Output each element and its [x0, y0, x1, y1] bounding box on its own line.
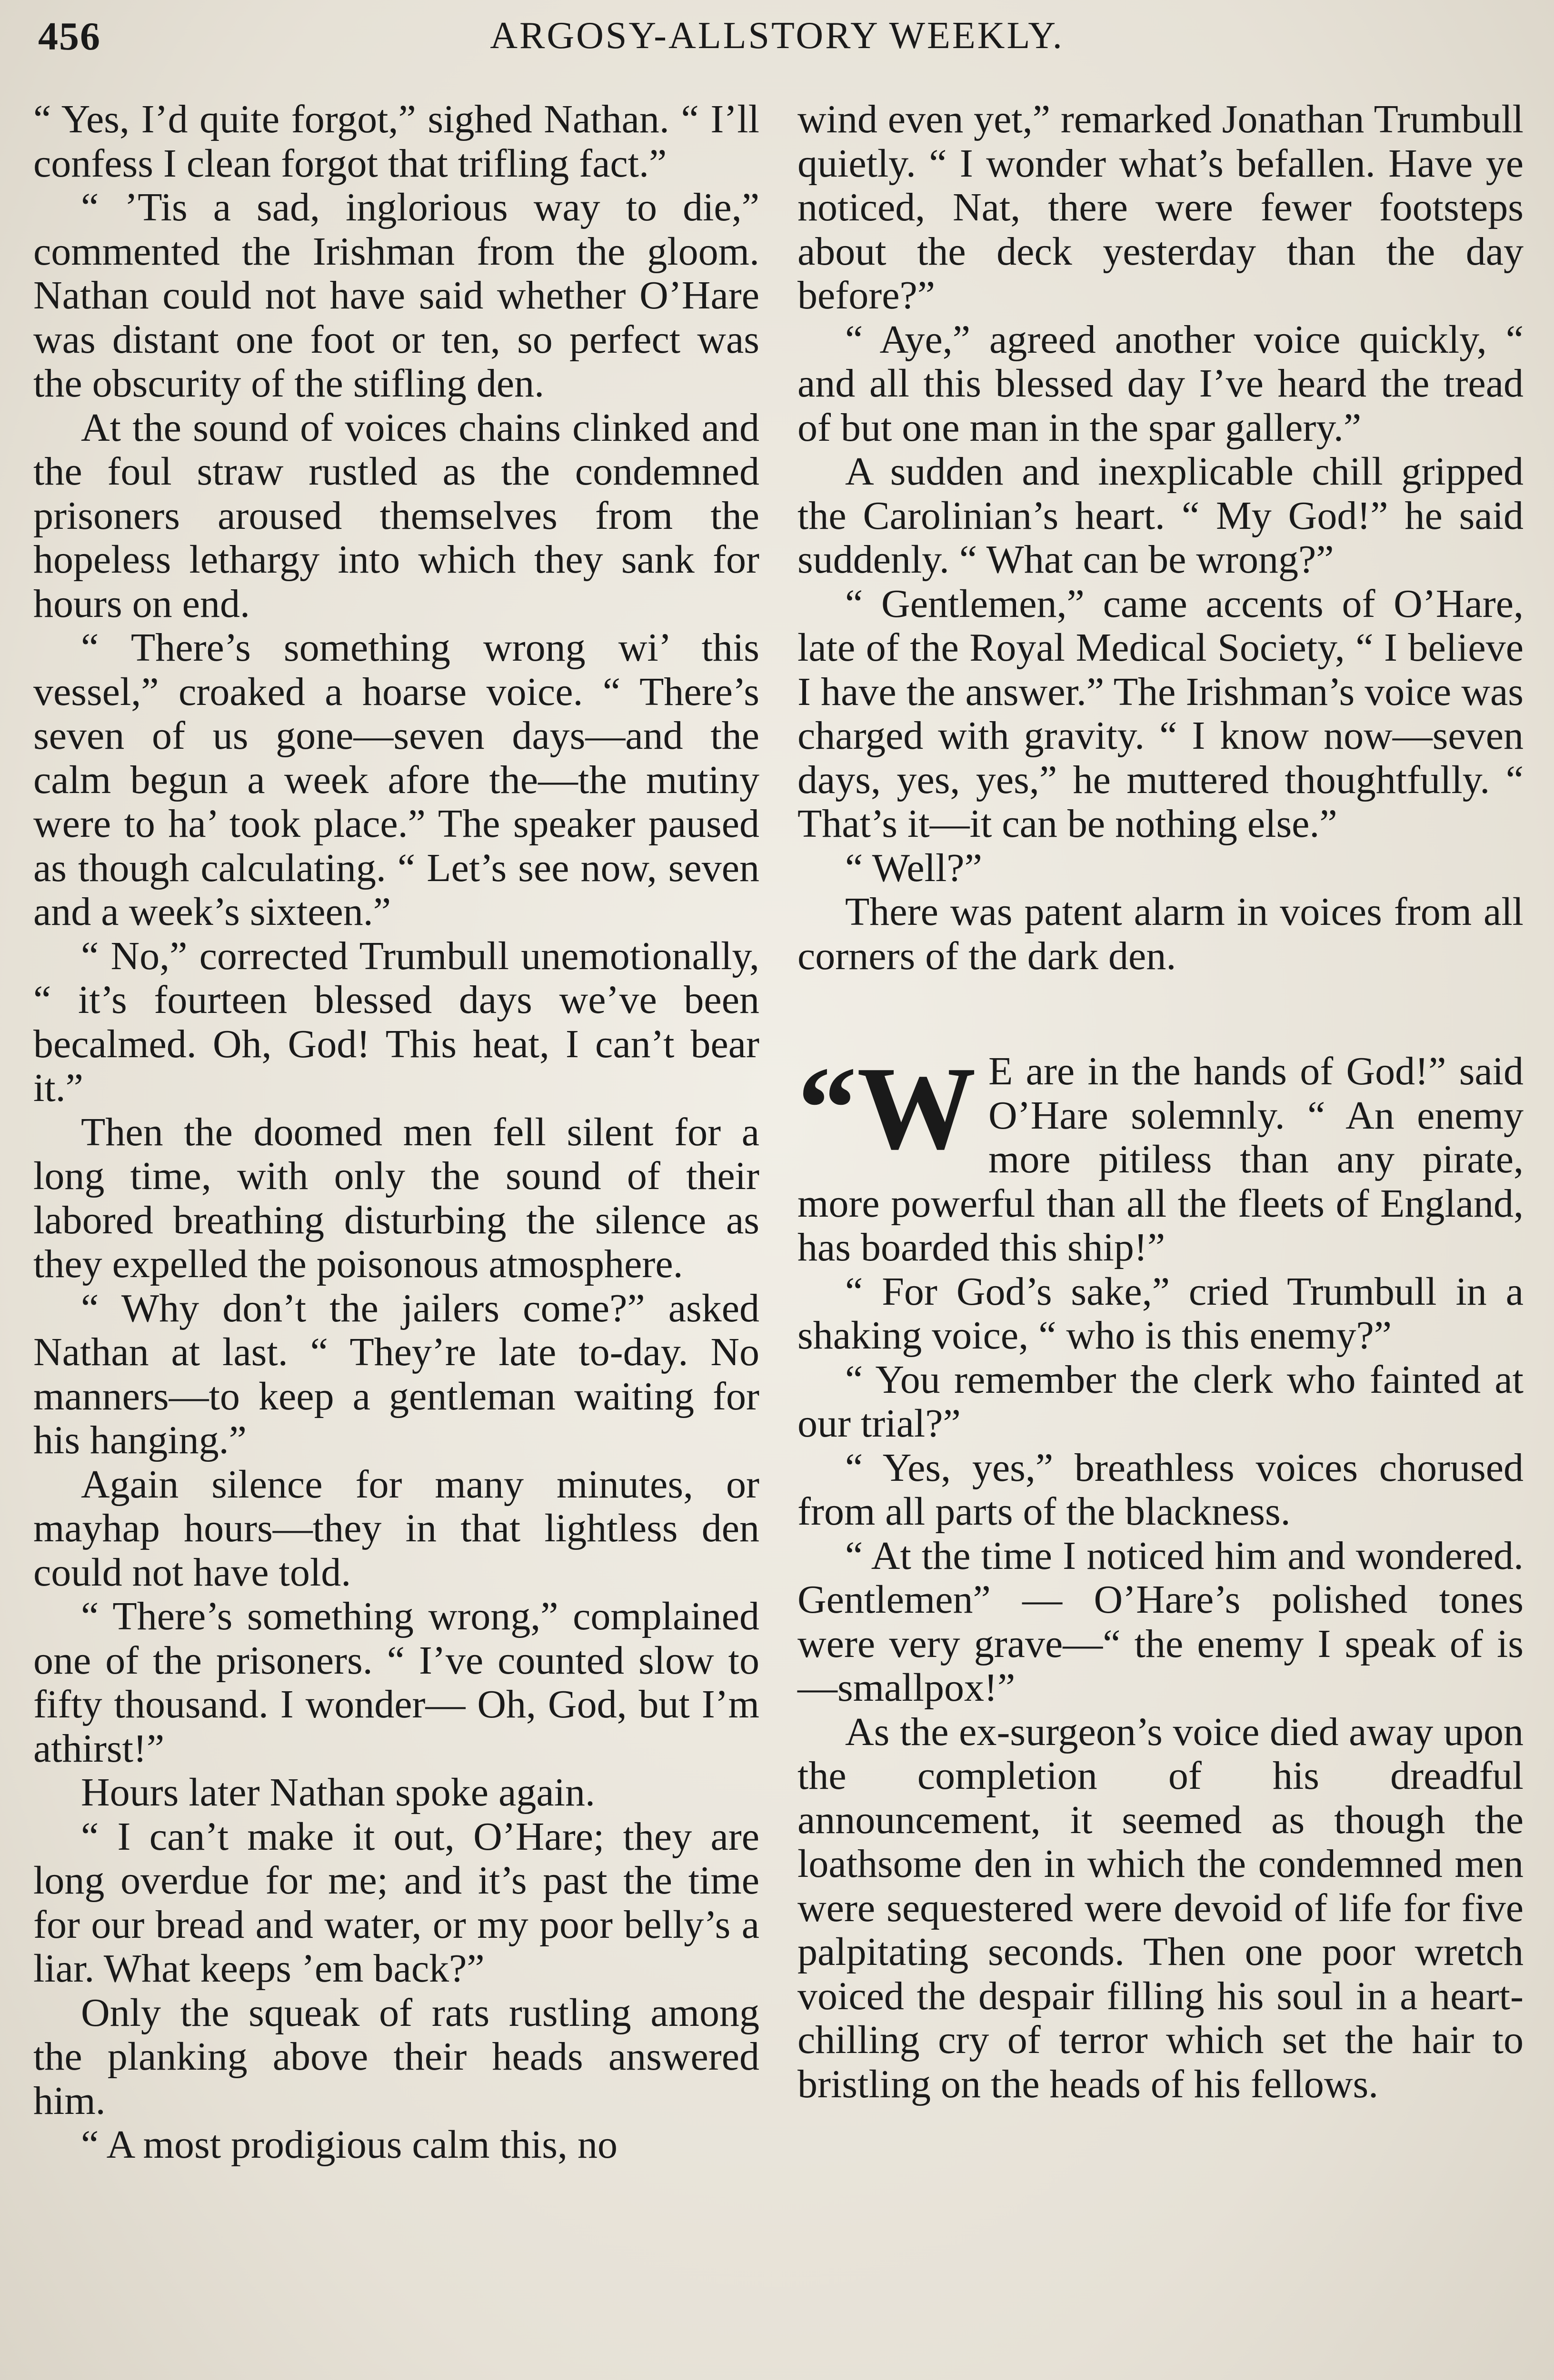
paragraph: wind even yet,” remarked Jonathan Trumbull quietly. “ I wonder what’s befallen. Have ye noticed, Nat, there were fewer footsteps about the deck yesterday than the day before?” — [797, 97, 1524, 317]
paragraph: “ There’s something wrong wi’ this vessel,” croaked a hoarse voice. “ There’s seven of us gone—seven days—and the calm begun a week afore the—the mutiny were to ha’ took place.” The speaker paused as though calculating. “ Let’s see now, seven and a week’s sixteen.” — [33, 625, 759, 934]
paragraph: “ At the time I noticed him and wondered. Gentlemen” — O’Hare’s polished tones were very grave—“ the enemy I speak of is—smallpox!” — [797, 1533, 1524, 1710]
drop-cap — [797, 1042, 976, 1174]
page-number: 456 — [38, 14, 101, 59]
running-head: ARGOSY-ALLSTORY WEEKLY. — [490, 15, 1064, 57]
paragraph: There was patent alarm in voices from all corners of the dark den. — [797, 890, 1524, 978]
paragraph: A sudden and inexplicable chill gripped the Carolinian’s heart. “ My God!” he said suddenly. “ What can be wrong?” — [797, 449, 1524, 582]
paragraph: As the ex-surgeon’s voice died away upon the completion of his dreadful announcement, it seemed as though the loathsome den in which the condemned men were sequestered were devoid of life for five palpitating seconds. Then one poor wretch voiced the despair filling his soul in a heart-chilling cry of terror which set the hair to bristling on the heads of his fellows. — [797, 1709, 1524, 2106]
paragraph: “ Well?” — [845, 845, 982, 890]
dropcap-text: E are in the hands of God!” said O’Hare solemnly. “ An enemy more pitiless than any pirate, more powerful than all the fleets of England, has boarded this ship!” — [797, 1049, 1524, 1269]
paragraph: “ A most prodigious calm this, no — [81, 2122, 618, 2167]
paragraph: “ I can’t make it out, O’Hare; they are long overdue for me; and it’s past the time for our bread and water, or my poor belly’s a liar. What keeps ’em back?” — [33, 1814, 759, 1991]
paragraph: “ No,” corrected Trumbull unemotionally, “ it’s fourteen blessed days we’ve been becalmed. Oh, God! This heat, I can’t bear it.” — [33, 933, 759, 1110]
paragraph: Only the squeak of rats rustling among the planking above their heads answered him. — [33, 1990, 759, 2123]
right-column — [797, 98, 1524, 2106]
paragraph: “ Gentlemen,” came accents of O’Hare, late of the Royal Medical Society, “ I believe I have the answer.” The Irishman’s voice was charged with gravity. “ I know now—seven days, yes, yes,” he muttered thoughtfully. “ That’s it—it can be nothing else.” — [797, 581, 1524, 846]
drop-cap-letter: W — [857, 1042, 976, 1174]
paragraph: “ Why don’t the jailers come?” asked Nathan at last. “ They’re late to-day. No manners—to keep a gentleman waiting for his hanging.” — [33, 1286, 759, 1462]
paragraph: “ You remember the clerk who fainted at our trial?” — [797, 1357, 1524, 1446]
dropcap-paragraph — [797, 1042, 1524, 1270]
paragraph: “ There’s something wrong,” complained one of the prisoners. “ I’ve counted slow to fifty thousand. I wonder— Oh, God, but I’m athirst!” — [33, 1594, 759, 1771]
left-column — [33, 98, 759, 2167]
drop-cap-quote: “ — [797, 1042, 857, 1174]
paragraph: “ Aye,” agreed another voice quickly, “ and all this blessed day I’ve heard the tread of but one man in the spar gallery.” — [797, 317, 1524, 450]
paragraph: “ Yes, yes,” breathless voices chorused from all parts of the blackness. — [797, 1445, 1524, 1534]
section-break — [797, 978, 1524, 1050]
paragraph: Hours later Nathan spoke again. — [81, 1770, 595, 1815]
paragraph: Again silence for many minutes, or mayhap hours—they in that lightless den could not have told. — [33, 1462, 759, 1595]
paragraph: “ ’Tis a sad, inglorious way to die,” commented the Irishman from the gloom. Nathan could not have said whether O’Hare was distant one foot or ten, so perfect was the obscurity of the stifling den. — [33, 185, 759, 406]
paragraph: “ For God’s sake,” cried Trumbull in a shaking voice, “ who is this enemy?” — [797, 1269, 1524, 1358]
paragraph: “ Yes, I’d quite forgot,” sighed Nathan. “ I’ll confess I clean forgot that trifling fact.” — [33, 97, 759, 186]
paragraph: Then the doomed men fell silent for a long time, with only the sound of their labored breathing disturbing the silence as they expelled the poisonous atmosphere. — [33, 1110, 759, 1286]
paragraph: At the sound of voices chains clinked and the foul straw rustled as the condemned prisoners aroused themselves from the hopeless lethargy into which they sank for hours on end. — [33, 405, 759, 626]
page-header — [0, 9, 1554, 66]
